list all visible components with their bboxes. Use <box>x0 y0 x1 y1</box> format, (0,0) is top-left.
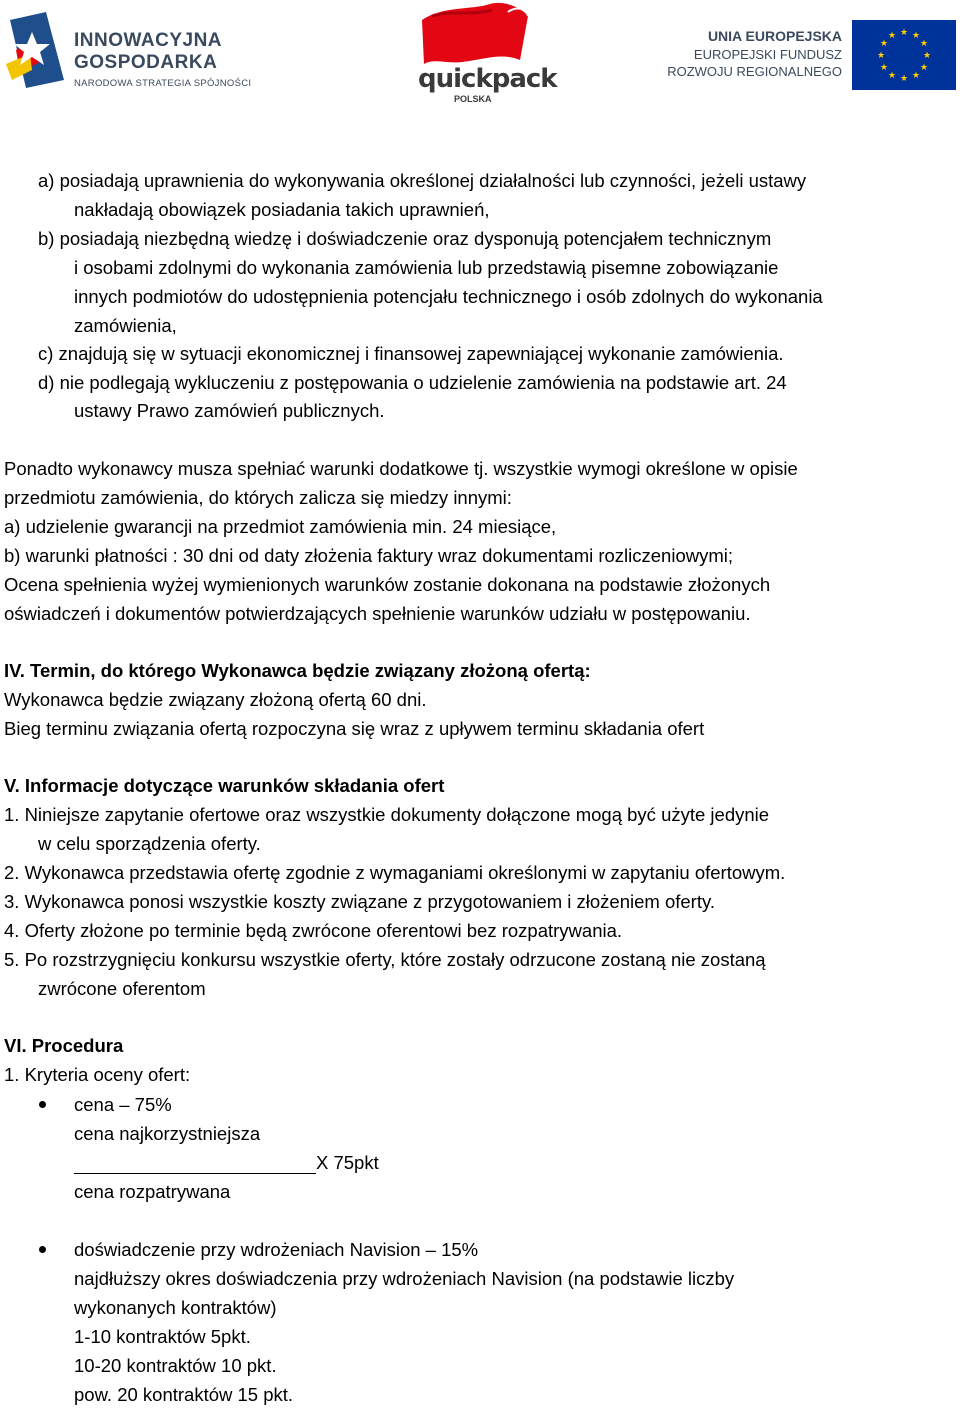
bullet-icon <box>39 1246 46 1253</box>
svg-text:★: ★ <box>919 39 929 49</box>
logo-line-1: INNOWACYJNA <box>74 30 223 51</box>
svg-text:★: ★ <box>911 71 921 81</box>
criterion-experience-line1: najdłuższy okres doświadczenia przy wdrożeniach Navision (na podstawie liczby <box>74 1268 735 1289</box>
quickpack-country: POLSKA <box>454 94 492 104</box>
page-header <box>0 0 960 110</box>
experience-range-1: 1-10 kontraktów 5pkt. <box>74 1326 251 1347</box>
formula-multiplier: X 75pkt <box>316 1152 379 1173</box>
list-item-b-line3: innych podmiotów do udostępnienia potencjału technicznego i osób zdolnych do wykonania <box>74 286 823 307</box>
section-v-item5-line1: 5. Po rozstrzygnięciu konkursu wszystkie oferty, które zostały odrzucone zostaną nie zostaną <box>4 949 766 970</box>
eu-line-3: ROZWOJU REGIONALNEGO <box>667 64 842 79</box>
criterion-price-title: cena – 75% <box>74 1094 172 1115</box>
eu-line-2: EUROPEJSKI FUNDUSZ <box>693 47 842 62</box>
paragraph-additional-line2: przedmiotu zamówienia, do których zalicza się miedzy innymi: <box>4 487 512 508</box>
list-item-d-line2: ustawy Prawo zamówień publicznych. <box>74 400 385 421</box>
eu-line-1: UNIA EUROPEJSKA <box>707 28 842 44</box>
additional-item-a: a) udzielenie gwarancji na przedmiot zamówienia min. 24 miesiące, <box>4 516 557 537</box>
paragraph-evaluation-line2: oświadczeń i dokumentów potwierdzających spełnienie warunków udziału w postępowaniu. <box>4 603 751 624</box>
star-emblem-icon <box>6 10 70 90</box>
logo-line-2: GOSPODARKA <box>74 52 218 73</box>
paragraph-evaluation-line1: Ocena spełnienia wyżej wymienionych warunków zostanie dokonana na podstawie złożonych <box>4 574 771 595</box>
section-v-item2: 2. Wykonawca przedstawia ofertę zgodnie z wymaganiami określonymi w zapytaniu ofertowym. <box>4 862 786 883</box>
experience-range-2: 10-20 kontraktów 10 pkt. <box>74 1355 277 1376</box>
section-v-item3: 3. Wykonawca ponosi wszystkie koszty związane z przygotowaniem i złożeniem oferty. <box>4 891 715 912</box>
section-v-item5-line2: zwrócone oferentom <box>38 978 206 999</box>
additional-item-b: b) warunki płatności : 30 dni od daty złożenia faktury wraz dokumentami rozliczeniowymi; <box>4 545 734 566</box>
svg-text:★: ★ <box>911 31 921 41</box>
section-v-item4: 4. Oferty złożone po terminie będą zwrócone oferentowi bez rozpatrywania. <box>4 920 623 941</box>
eu-logo <box>667 20 956 92</box>
svg-text:★: ★ <box>922 51 932 61</box>
section-iv-line1: Wykonawca będzie związany złożoną ofertą 60 dni. <box>4 689 427 710</box>
formula-fraction <box>74 1152 379 1174</box>
section-v-heading: V. Informacje dotyczące warunków składania ofert <box>4 775 445 796</box>
bullet-icon <box>39 1101 46 1108</box>
eu-flag-icon <box>852 20 956 90</box>
section-iv-heading: IV. Termin, do którego Wykonawca będzie związany złożoną ofertą: <box>4 660 591 681</box>
formula-denominator: cena rozpatrywana <box>74 1181 231 1202</box>
formula-numerator: cena najkorzystniejsza <box>74 1123 261 1144</box>
svg-text:★: ★ <box>876 51 886 61</box>
svg-text:★: ★ <box>879 63 889 73</box>
list-item-b-line1: b) posiadają niezbędną wiedzę i doświadczenie oraz dysponują potencjałem technicznym <box>38 228 772 249</box>
svg-text:★: ★ <box>879 39 889 49</box>
list-item-d-line1: d) nie podlegają wykluczeniu z postępowania o udzielenie zamówienia na podstawie art. 24 <box>38 372 787 393</box>
svg-text:★: ★ <box>887 31 897 41</box>
list-item-c: c) znajdują się w sytuacji ekonomicznej i finansowej zapewniającej wykonanie zamówienia. <box>38 343 784 364</box>
criterion-experience-line2: wykonanych kontraktów) <box>74 1297 277 1318</box>
section-v-item1-line2: w celu sporządzenia oferty. <box>38 833 261 854</box>
ribbon-icon <box>412 2 536 72</box>
list-item-b-line2: i osobami zdolnymi do wykonania zamówienia lub przedstawią pisemne zobowiązanie <box>74 257 779 278</box>
criterion-experience-title: doświadczenie przy wdrożeniach Navision – 15% <box>74 1239 479 1260</box>
list-item-a-line1: a) posiadają uprawnienia do wykonywania określonej działalności lub czynności, jeżeli ustawy <box>38 170 807 191</box>
list-item-a-line2: nakładają obowiązek posiadania takich uprawnień, <box>74 199 490 220</box>
svg-text:★: ★ <box>887 71 897 81</box>
list-item-b-line4: zamówienia, <box>74 315 177 336</box>
paragraph-additional-line1: Ponadto wykonawcy musza spełniać warunki dodatkowe tj. wszystkie wymogi określone w opisie <box>4 458 798 479</box>
quickpack-wordmark: quickpack <box>418 64 557 94</box>
section-v-item1-line1: 1. Niniejsze zapytanie ofertowe oraz wszystkie dokumenty dołączone mogą być użyte jedynie <box>4 804 770 825</box>
experience-range-3: pow. 20 kontraktów 15 pkt. <box>74 1384 294 1405</box>
criteria-subheading: 1. Kryteria oceny ofert: <box>4 1064 191 1085</box>
svg-text:★: ★ <box>919 63 929 73</box>
quickpack-logo <box>412 2 557 108</box>
fraction-line <box>74 1155 316 1174</box>
svg-text:★: ★ <box>899 28 909 38</box>
svg-text:★: ★ <box>899 74 909 84</box>
section-iv-line2: Bieg terminu związania ofertą rozpoczyna się wraz z upływem terminu składania ofert <box>4 718 705 739</box>
logo-line-3: NARODOWA STRATEGIA SPÓJNOŚCI <box>74 78 252 89</box>
section-vi-heading: VI. Procedura <box>4 1035 124 1056</box>
innowacyjna-gospodarka-logo <box>6 10 256 96</box>
